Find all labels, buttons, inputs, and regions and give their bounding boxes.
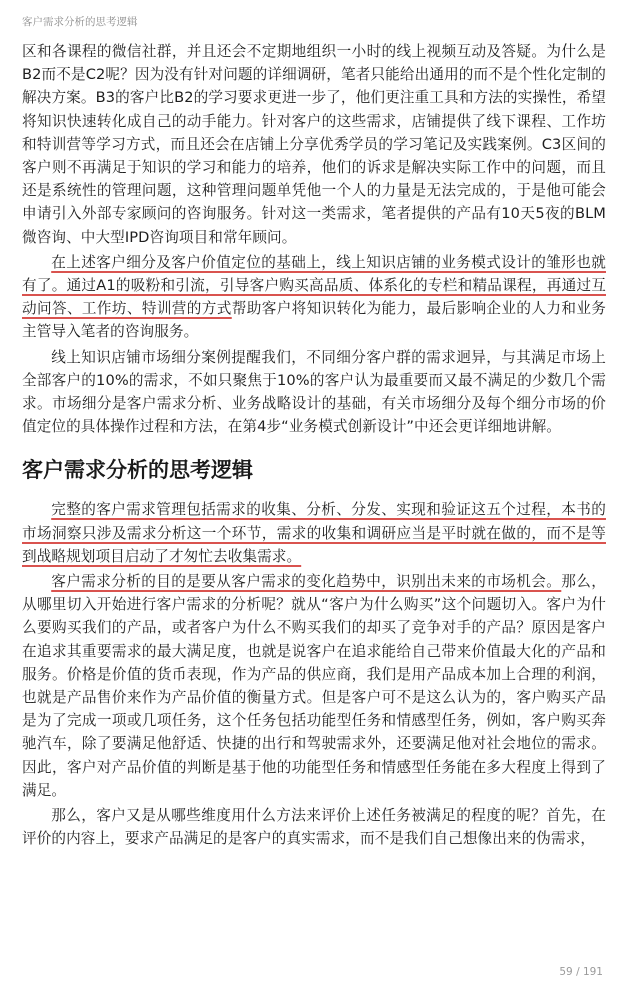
- page-content: [22, 40, 606, 851]
- paragraph-text: 帮助客户将知识转化为能力，最后影响企业的人力和业务主管导入笔者的咨询服务。: [22, 300, 606, 341]
- running-header: 客户需求分析的思考逻辑: [22, 16, 138, 28]
- paragraph-text: 那么，从哪里切入开始进行客户需求的分析呢？就从“客户为什么购买”这个问题切入。客户为什么要购买我们的产品，或者客户为什么不购买我们的却买了竞争对手的产品？原因是客户在追求其重要需求的最大满足度，也就是说客户在追求能给自己带来价值最大化的产品和服务。价格是价值的货币表现，作为产品的供应商，我们是用产品成本加上合理的利润，也就是产品售价来作为产品价值的衡量方式。但是客户可不是这么认为的，客户购买产品是为了完成一项或几项任务，这个任务包括功能型任务和情感型任务，例如，客户购买奔驰汽车，除了要满足他舒适、快捷的出行和驾驶需求外，还要满足他对社会地位的需求。因此，客户对产品价值的判断是基于他的功能型任务和情感型任务能在多大程度上得到了满足。: [22, 573, 606, 799]
- paragraph-6: 那么，客户又是从哪些维度用什么方法来评价上述任务被满足的程度的呢？首先，在评价的内容上，要求产品满足的是客户的真实需求，而不是我们自己想像出来的伪需求，: [22, 807, 606, 848]
- paragraph-5: [22, 570, 606, 802]
- paragraph-2: [22, 251, 606, 344]
- paragraph-4: [22, 498, 606, 568]
- section-title: 客户需求分析的思考逻辑: [22, 457, 253, 483]
- paragraph-1: 区和各课程的微信社群，并且还会不定期地组织一小时的线上视频互动及答疑。为什么是B2而不是C2呢？因为没有针对问题的详细调研，笔者只能给出通用的而不是个性化定制的解决方案。B3的客户比B2的学习要求更进一步了，他们更注重工具和方法的实操性，希望将知识快速转化成自己的动手能力。针对客户的这些需求，店铺提供了线下课程、工作坊和特训营等学习方式，而且还会在店铺上分享优秀学员的学习笔记及实践案例。C3区间的客户则不再满足于知识的学习和能力的培养，他们的诉求是解决实际工作中的问题，而且还是系统性的管理问题，这种管理问题单凭他一个人的力量是无法完成的，于是他可能会申请引入外部专家顾问的咨询服务。针对这一类需求，笔者提供的产品有10天5夜的BLM微咨询、中大型IPD咨询项目和常年顾问。: [22, 43, 606, 246]
- highlighted-text: 在上述客户细分及客户价值定位的基础上，线上知识店铺的业务模式设计的雏形也就有了。通过A1的吸粉和引流，引导客户购买高品质、体系化的专栏和精品课程，再通过互动问答、工作坊、特训营的方式: [22, 253, 606, 318]
- highlighted-text: 完整的客户需求管理包括需求的收集、分析、分发、实现和验证这五个过程，本书的市场洞察只涉及需求分析这一个环节，需求的收集和调研应当是平时就在做的，而不是等到战略规划项目启动了才匆忙去收集需求。: [22, 501, 606, 565]
- paragraph-3: 线上知识店铺市场细分案例提醒我们，不同细分客户群的需求迥异，与其满足市场上全部客户的10%的需求，不如只聚焦于10%的客户认为最重要而又最不满足的少数几个需求。市场细分是客户需求分析、业务战略设计的基础，有关市场细分及每个细分市场的价值定位的具体操作过程和方法，在第4步“业务模式创新设计”中还会更详细地讲解。: [22, 348, 606, 436]
- highlighted-text: 客户需求分析的目的是要从客户需求的变化趋势中，识别出未来的市场机会。: [51, 573, 562, 591]
- page-number: 59 / 191: [559, 966, 603, 978]
